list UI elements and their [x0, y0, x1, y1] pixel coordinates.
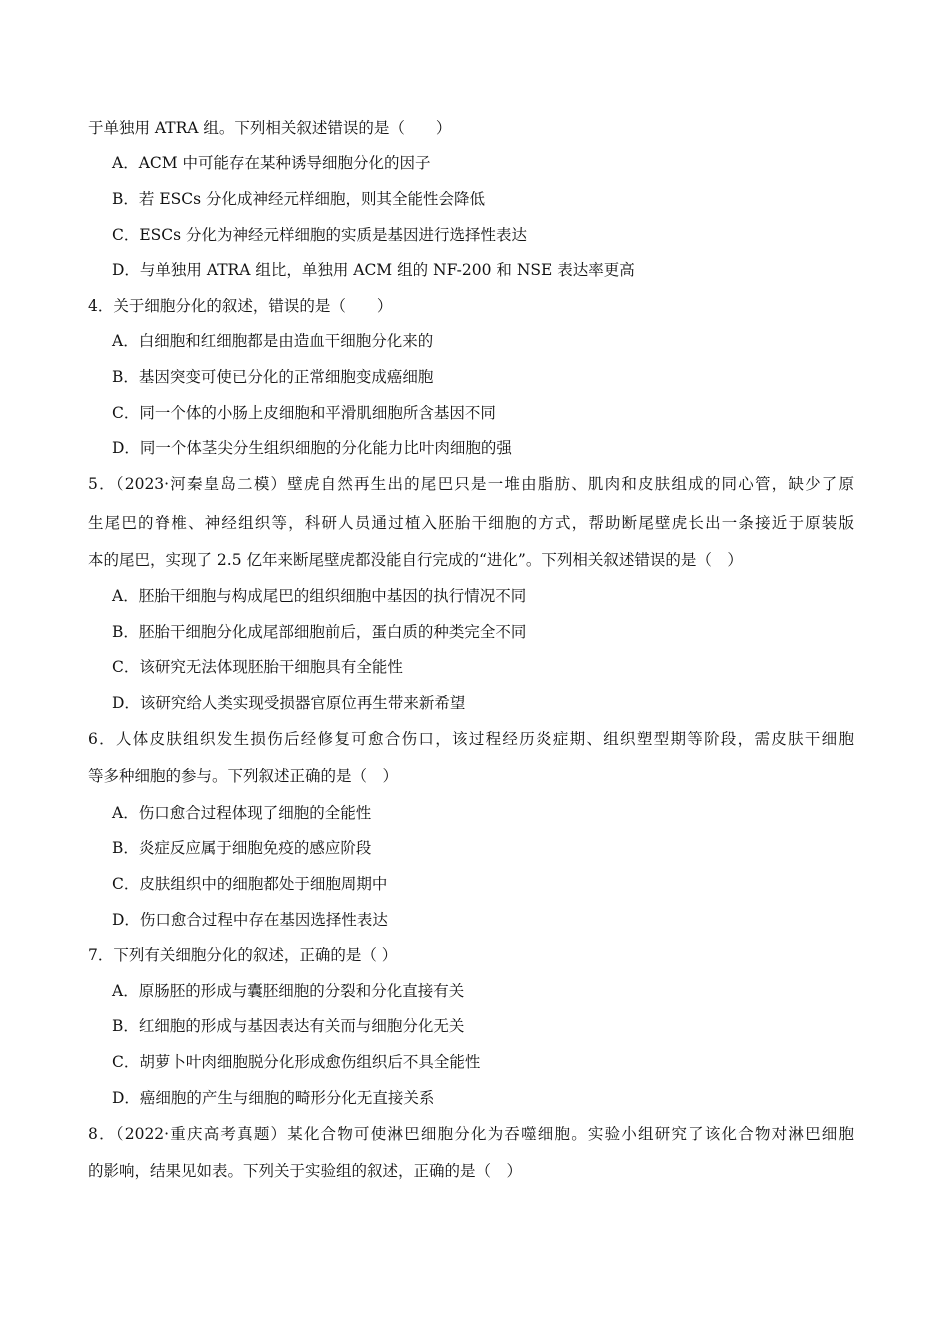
q6-option-a: A．伤口愈合过程体现了细胞的全能性 [112, 804, 372, 822]
q6-stem-line-2: 等多种细胞的参与。下列叙述正确的是（ ） [88, 767, 399, 785]
q6-option-c: C．皮肤组织中的细胞都处于细胞周期中 [112, 875, 388, 893]
q7-option-d: D．癌细胞的产生与细胞的畸形分化无直接关系 [112, 1089, 435, 1107]
q5-stem-line-1: 5．（2023·河秦皇岛二模）壁虎自然再生出的尾巴只是一堆由脂肪、肌肉和皮肤组成的同心管，缺少了原 [88, 475, 854, 493]
q5-stem-line-3: 本的尾巴，实现了 2.5 亿年来断尾壁虎都没能自行完成的“进化”。下列相关叙述错误的是（ ） [88, 551, 743, 569]
q6-option-b: B．炎症反应属于细胞免疫的感应阶段 [112, 839, 372, 857]
q3-option-b: B．若 ESCs 分化成神经元样细胞，则其全能性会降低 [112, 190, 485, 208]
q5-stem-line-2: 生尾巴的脊椎、神经组织等，科研人员通过植入胚胎干细胞的方式，帮助断尾壁虎长出一条接近于原装版 [88, 514, 854, 532]
q8-stem-line-1: 8．（2022·重庆高考真题）某化合物可使淋巴细胞分化为吞噬细胞。实验小组研究了该化合物对淋巴细胞 [88, 1125, 854, 1143]
q3-option-c: C．ESCs 分化为神经元样细胞的实质是基因进行选择性表达 [112, 226, 528, 244]
q7-stem: 7．下列有关细胞分化的叙述，正确的是（ ） [88, 946, 398, 964]
q4-option-b: B．基因突变可使已分化的正常细胞变成癌细胞 [112, 368, 434, 386]
q4-option-c: C．同一个体的小肠上皮细胞和平滑肌细胞所含基因不同 [112, 404, 496, 422]
q5-option-c: C．该研究无法体现胚胎干细胞具有全能性 [112, 658, 403, 676]
q3-option-a: A．ACM 中可能存在某种诱导细胞分化的因子 [112, 154, 431, 172]
q8-stem-line-2: 的影响，结果见如表。下列关于实验组的叙述，正确的是（ ） [88, 1162, 523, 1180]
q3-stem-continuation: 于单独用 ATRA 组。下列相关叙述错误的是（ ） [88, 119, 452, 137]
q5-option-d: D．该研究给人类实现受损器官原位再生带来新希望 [112, 694, 466, 712]
q4-option-d: D．同一个体茎尖分生组织细胞的分化能力比叶肉细胞的强 [112, 439, 512, 457]
q7-option-b: B．红细胞的形成与基因表达有关而与细胞分化无关 [112, 1017, 465, 1035]
q7-option-a: A．原肠胚的形成与囊胚细胞的分裂和分化直接有关 [112, 982, 465, 1000]
q6-stem-line-1: 6．人体皮肤组织发生损伤后经修复可愈合伤口，该过程经历炎症期、组织塑型期等阶段，需皮肤干细胞 [88, 730, 854, 748]
q4-stem: 4．关于细胞分化的叙述，错误的是（ ） [88, 297, 393, 315]
q5-option-a: A．胚胎干细胞与构成尾巴的组织细胞中基因的执行情况不同 [112, 587, 527, 605]
q6-option-d: D．伤口愈合过程中存在基因选择性表达 [112, 911, 388, 929]
q4-option-a: A．白细胞和红细胞都是由造血干细胞分化来的 [112, 332, 434, 350]
q7-option-c: C．胡萝卜叶肉细胞脱分化形成愈伤组织后不具全能性 [112, 1053, 481, 1071]
q5-option-b: B．胚胎干细胞分化成尾部细胞前后，蛋白质的种类完全不同 [112, 623, 527, 641]
q3-option-d: D．与单独用 ATRA 组比，单独用 ACM 组的 NF-200 和 NSE 表达率更高 [112, 261, 635, 279]
